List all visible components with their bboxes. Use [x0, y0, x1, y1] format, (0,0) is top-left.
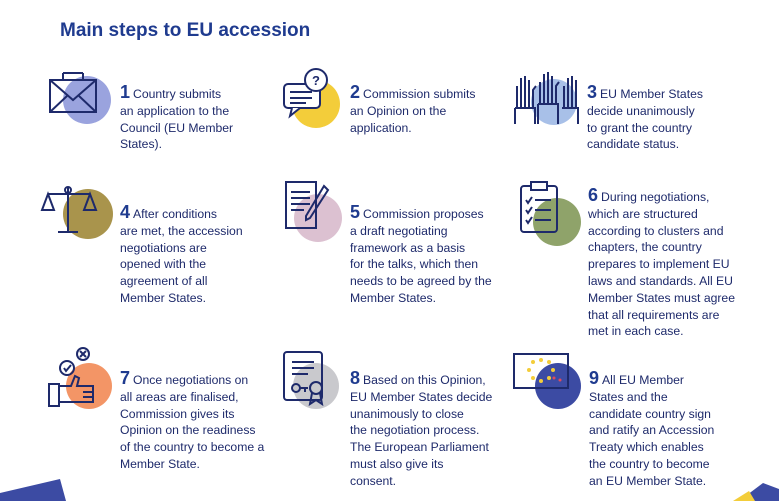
step-text-line: The European Parliament [350, 440, 489, 455]
certificate-scroll-icon [278, 348, 342, 412]
step-text-line: During negotiations, [601, 190, 710, 204]
step-text-line: opened with the [120, 257, 207, 272]
step-text-line: all areas are finalised, [120, 389, 239, 404]
step-text-line: an EU Member State. [589, 473, 707, 488]
envelope-icon [45, 68, 109, 132]
step-text-line: States and the [589, 389, 668, 404]
step-text-line: for the talks, which then [350, 257, 479, 272]
step-number: 7 [120, 368, 131, 388]
step-text-line: that all requirements are [588, 307, 720, 322]
step-text-line: negotiations are [120, 240, 207, 255]
step-text-line: must also give its [350, 456, 444, 471]
step-text-line: Member States. [350, 290, 437, 305]
step-number: 5 [350, 202, 361, 222]
step-text-line: unanimously to close [350, 406, 464, 421]
step-text-line: Council (EU Member [120, 120, 234, 135]
step-text-line: candidate status. [587, 137, 680, 152]
step-text-line: Opinion on the readiness [120, 423, 256, 438]
question-chat-icon [280, 68, 344, 132]
page-title: Main steps to EU accession [60, 20, 311, 41]
step-text-line: an application to the [120, 103, 230, 118]
step-text-line: an Opinion on the [350, 103, 447, 118]
step-text-line: Member State. [120, 456, 200, 471]
step-text-line: met in each case. [588, 324, 684, 339]
step-text-line: All EU Member [602, 373, 684, 387]
step-text-line: and ratify an Accession [589, 423, 715, 438]
step-text-line: which are structured [588, 206, 698, 221]
step-text-line: EU Member States decide [350, 389, 493, 404]
step-text-line: agreement of all [120, 274, 208, 289]
step-text-line: the negotiation process. [350, 423, 480, 438]
clipboard-checklist-icon [515, 180, 579, 244]
raised-hands-icon [512, 68, 576, 132]
step-number: 4 [120, 202, 131, 222]
step-text-line: EU Member States [600, 87, 703, 101]
step-text-line: according to clusters and [588, 223, 724, 238]
step-text-line: Member States. [120, 290, 207, 305]
step-text-line: of the country to become a [120, 440, 265, 455]
step-text-line: are met, the accession [120, 223, 243, 238]
step-text-line: States). [120, 137, 162, 152]
step-number: 8 [350, 368, 361, 388]
thumbs-up-checklist-icon [45, 346, 109, 410]
step-text-line: the country to become [589, 456, 710, 471]
step-number: 9 [589, 368, 600, 388]
step-text-line: to grant the country [587, 120, 693, 135]
step-text-line: framework as a basis [350, 240, 466, 255]
step-text-line: Commission gives its [120, 406, 235, 421]
step-text-line: Based on this Opinion, [363, 373, 486, 387]
step-text-line: decide unanimously [587, 103, 695, 118]
step-text-line: Member States must agree [588, 290, 735, 305]
step-number: 1 [120, 82, 131, 102]
step-number: 2 [350, 82, 361, 102]
step-text-line: Country submits [133, 87, 222, 101]
eu-flag-icon [512, 350, 576, 414]
step-number: 3 [587, 82, 598, 102]
step-text-line: consent. [350, 473, 397, 488]
step-text-line: Commission proposes [363, 207, 484, 221]
document-pen-icon [280, 178, 344, 242]
step-text-line: chapters, the country [588, 240, 702, 255]
step-text-line: application. [350, 120, 412, 135]
decorative-triangle-left [0, 471, 80, 501]
step-text-line: candidate country sign [589, 406, 711, 421]
step-text-line: Treaty which enables [589, 440, 704, 455]
step-text-line: prepares to implement EU [588, 257, 730, 272]
scales-icon [40, 184, 104, 248]
step-text-line: laws and standards. All EU [588, 273, 733, 288]
step-number: 6 [588, 185, 599, 205]
step-text-line: After conditions [133, 207, 218, 221]
decorative-triangle-right [719, 481, 779, 501]
svg-text:?: ? [312, 73, 320, 88]
step-text-line: a draft negotiating [350, 223, 448, 238]
step-text-line: Once negotiations on [133, 373, 249, 387]
step-text-line: Commission submits [363, 87, 476, 101]
step-text-line: needs to be agreed by the [350, 274, 492, 289]
